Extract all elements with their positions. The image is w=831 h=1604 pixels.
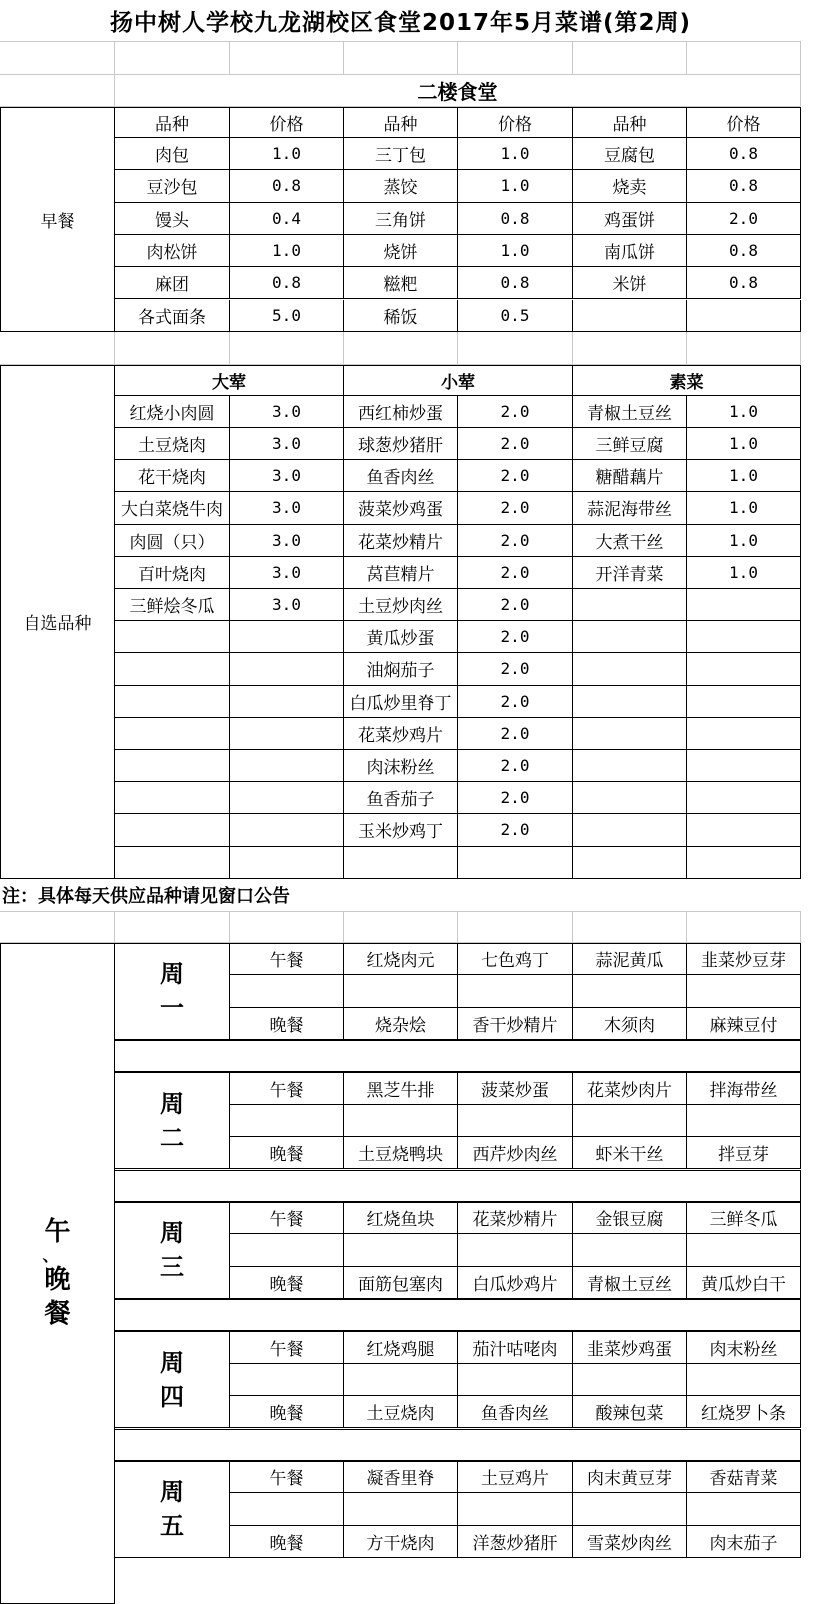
price-cell bbox=[687, 814, 801, 846]
item-cell: 糍粑 bbox=[344, 267, 458, 299]
item-cell bbox=[573, 589, 687, 621]
price-cell: 2.0 bbox=[458, 653, 573, 685]
empty-cell bbox=[344, 1105, 458, 1137]
lunch-dish: 茄汁咕咾肉 bbox=[458, 1331, 573, 1363]
empty-cell bbox=[687, 42, 801, 75]
empty-cell bbox=[230, 332, 344, 365]
item-cell: 馒头 bbox=[115, 203, 230, 235]
item-cell: 鱼香茄子 bbox=[344, 782, 458, 814]
price-cell: 1.0 bbox=[458, 138, 573, 170]
breakfast-label: 早餐 bbox=[0, 107, 115, 332]
item-cell: 烧饼 bbox=[344, 235, 458, 267]
lunch-dish: 花菜炒肉片 bbox=[573, 1072, 687, 1104]
item-cell: 南瓜饼 bbox=[573, 235, 687, 267]
price-cell: 1.0 bbox=[687, 396, 801, 428]
item-cell: 米饼 bbox=[573, 267, 687, 299]
dinner-dish: 土豆烧肉 bbox=[344, 1396, 458, 1428]
day-separator bbox=[115, 1170, 801, 1202]
item-cell: 西红柿炒蛋 bbox=[344, 396, 458, 428]
empty-cell bbox=[230, 1234, 344, 1266]
lunch-dish: 三鲜冬瓜 bbox=[687, 1202, 801, 1234]
item-cell bbox=[115, 814, 230, 846]
item-cell: 大煮干丝 bbox=[573, 525, 687, 557]
item-cell: 三丁包 bbox=[344, 138, 458, 170]
price-cell: 2.0 bbox=[458, 589, 573, 621]
dinner-dish: 雪菜炒肉丝 bbox=[573, 1526, 687, 1558]
item-cell bbox=[573, 686, 687, 718]
empty-cell bbox=[230, 975, 344, 1007]
empty-cell bbox=[230, 912, 344, 943]
empty-cell bbox=[344, 1493, 458, 1525]
item-cell: 莴苣精片 bbox=[344, 557, 458, 589]
empty-cell bbox=[458, 1493, 573, 1525]
empty-cell bbox=[687, 332, 801, 365]
price-cell: 2.0 bbox=[458, 621, 573, 653]
day-char: 周 bbox=[160, 1219, 184, 1248]
empty-cell bbox=[458, 1234, 573, 1266]
empty-cell bbox=[115, 42, 230, 75]
price-cell: 2.0 bbox=[458, 750, 573, 782]
category-header: 素菜 bbox=[573, 365, 801, 396]
price-cell: 0.8 bbox=[687, 170, 801, 202]
item-cell bbox=[573, 750, 687, 782]
empty-cell bbox=[573, 42, 687, 75]
item-cell: 红烧小肉圆 bbox=[115, 396, 230, 428]
dinner-dish: 黄瓜炒白干 bbox=[687, 1267, 801, 1299]
item-cell bbox=[573, 847, 687, 879]
empty-cell bbox=[0, 75, 115, 107]
price-cell bbox=[230, 653, 344, 685]
price-cell bbox=[687, 782, 801, 814]
empty-cell bbox=[573, 1493, 687, 1525]
price-cell: 1.0 bbox=[687, 525, 801, 557]
price-cell: 1.0 bbox=[230, 138, 344, 170]
empty-cell bbox=[344, 975, 458, 1007]
day-separator bbox=[115, 1429, 801, 1461]
price-cell: 0.8 bbox=[687, 138, 801, 170]
item-cell bbox=[573, 300, 687, 332]
section-title: 二楼食堂 bbox=[115, 75, 801, 107]
item-cell bbox=[115, 653, 230, 685]
empty-cell bbox=[344, 332, 458, 365]
empty-cell bbox=[573, 1364, 687, 1396]
empty-cell bbox=[687, 1105, 801, 1137]
optional-label: 自选品种 bbox=[0, 365, 115, 879]
item-cell: 菠菜炒鸡蛋 bbox=[344, 492, 458, 524]
item-cell bbox=[115, 847, 230, 879]
empty-cell bbox=[458, 1364, 573, 1396]
item-cell: 油焖茄子 bbox=[344, 653, 458, 685]
price-cell: 2.0 bbox=[458, 814, 573, 846]
item-cell: 青椒土豆丝 bbox=[573, 396, 687, 428]
item-cell: 土豆炒肉丝 bbox=[344, 589, 458, 621]
empty-cell bbox=[687, 975, 801, 1007]
lunch-dish: 韭菜炒豆芽 bbox=[687, 943, 801, 975]
day-char: 周 bbox=[160, 960, 184, 989]
empty-cell bbox=[573, 975, 687, 1007]
empty-cell bbox=[573, 912, 687, 943]
price-cell: 0.8 bbox=[687, 267, 801, 299]
dinner-label: 晚餐 bbox=[230, 1396, 344, 1428]
breakfast-header: 品种 bbox=[344, 107, 458, 138]
price-cell: 1.0 bbox=[687, 460, 801, 492]
dinner-dish: 鱼香肉丝 bbox=[458, 1396, 573, 1428]
item-cell: 开洋青菜 bbox=[573, 557, 687, 589]
item-cell bbox=[115, 782, 230, 814]
price-cell: 2.0 bbox=[458, 686, 573, 718]
price-cell: 2.0 bbox=[458, 460, 573, 492]
day-label bbox=[115, 1331, 230, 1428]
item-cell: 花干烧肉 bbox=[115, 460, 230, 492]
price-cell: 5.0 bbox=[230, 300, 344, 332]
empty-cell bbox=[0, 42, 115, 75]
breakfast-header: 价格 bbox=[687, 107, 801, 138]
price-cell: 3.0 bbox=[230, 428, 344, 460]
dinner-label: 晚餐 bbox=[230, 1137, 344, 1169]
empty-cell bbox=[458, 42, 573, 75]
note-text: 注：具体每天供应品种请见窗口公告 bbox=[0, 879, 801, 912]
empty-cell bbox=[115, 912, 230, 943]
item-cell: 肉圆（只） bbox=[115, 525, 230, 557]
lunch-label: 午餐 bbox=[230, 1202, 344, 1234]
empty-cell bbox=[458, 332, 573, 365]
lunch-label: 午餐 bbox=[230, 1461, 344, 1493]
price-cell: 3.0 bbox=[230, 396, 344, 428]
item-cell bbox=[344, 847, 458, 879]
item-cell: 肉包 bbox=[115, 138, 230, 170]
dinner-dish: 烧杂烩 bbox=[344, 1008, 458, 1040]
day-char: 四 bbox=[160, 1382, 184, 1411]
item-cell: 玉米炒鸡丁 bbox=[344, 814, 458, 846]
day-char: 一 bbox=[160, 994, 184, 1023]
price-cell bbox=[230, 814, 344, 846]
dinner-dish: 虾米干丝 bbox=[573, 1137, 687, 1169]
lunch-dish: 金银豆腐 bbox=[573, 1202, 687, 1234]
dinner-dish: 拌豆芽 bbox=[687, 1137, 801, 1169]
price-cell: 2.0 bbox=[458, 396, 573, 428]
dinner-label: 晚餐 bbox=[230, 1008, 344, 1040]
price-cell bbox=[230, 750, 344, 782]
day-char: 五 bbox=[160, 1512, 184, 1541]
price-cell: 1.0 bbox=[458, 235, 573, 267]
empty-cell bbox=[230, 1364, 344, 1396]
dinner-label: 晚餐 bbox=[230, 1267, 344, 1299]
lunch-dish: 韭菜炒鸡蛋 bbox=[573, 1331, 687, 1363]
item-cell: 土豆烧肉 bbox=[115, 428, 230, 460]
item-cell: 黄瓜炒蛋 bbox=[344, 621, 458, 653]
lunch-dish: 凝香里脊 bbox=[344, 1461, 458, 1493]
lunch-dish: 红烧鱼块 bbox=[344, 1202, 458, 1234]
item-cell bbox=[115, 750, 230, 782]
item-cell: 大白菜烧牛肉 bbox=[115, 492, 230, 524]
empty-cell bbox=[458, 1105, 573, 1137]
breakfast-header: 价格 bbox=[230, 107, 344, 138]
lunch-dish: 七色鸡丁 bbox=[458, 943, 573, 975]
price-cell: 2.0 bbox=[687, 203, 801, 235]
item-cell: 三鲜豆腐 bbox=[573, 428, 687, 460]
empty-cell bbox=[0, 912, 115, 943]
empty-cell bbox=[687, 912, 801, 943]
price-cell: 1.0 bbox=[687, 428, 801, 460]
price-cell bbox=[458, 847, 573, 879]
lunch-dish: 肉末黄豆芽 bbox=[573, 1461, 687, 1493]
menu-title: 扬中树人学校九龙湖校区食堂2017年5月菜谱(第2周) bbox=[0, 0, 801, 42]
dinner-dish: 白瓜炒鸡片 bbox=[458, 1267, 573, 1299]
price-cell: 2.0 bbox=[458, 557, 573, 589]
price-cell: 0.8 bbox=[230, 267, 344, 299]
price-cell: 0.8 bbox=[458, 203, 573, 235]
dinner-dish: 麻辣豆付 bbox=[687, 1008, 801, 1040]
lunch-dish: 肉末粉丝 bbox=[687, 1331, 801, 1363]
meal-period-label bbox=[0, 943, 115, 1604]
empty-cell bbox=[458, 975, 573, 1007]
dinner-dish: 面筋包塞肉 bbox=[344, 1267, 458, 1299]
item-cell: 白瓜炒里脊丁 bbox=[344, 686, 458, 718]
item-cell: 肉沫粉丝 bbox=[344, 750, 458, 782]
dinner-dish: 肉末茄子 bbox=[687, 1526, 801, 1558]
category-header: 小荤 bbox=[344, 365, 573, 396]
price-cell: 2.0 bbox=[458, 718, 573, 750]
price-cell: 1.0 bbox=[230, 235, 344, 267]
price-cell: 2.0 bbox=[458, 492, 573, 524]
price-cell bbox=[230, 847, 344, 879]
price-cell: 0.8 bbox=[687, 235, 801, 267]
dinner-dish: 木须肉 bbox=[573, 1008, 687, 1040]
item-cell bbox=[573, 782, 687, 814]
day-separator bbox=[115, 1299, 801, 1331]
item-cell: 糖醋藕片 bbox=[573, 460, 687, 492]
day-label bbox=[115, 1202, 230, 1299]
price-cell bbox=[230, 686, 344, 718]
day-label bbox=[115, 943, 230, 1040]
dinner-label: 晚餐 bbox=[230, 1526, 344, 1558]
lunch-dish: 拌海带丝 bbox=[687, 1072, 801, 1104]
category-header: 大荤 bbox=[115, 365, 344, 396]
price-cell: 3.0 bbox=[230, 460, 344, 492]
empty-cell bbox=[687, 1493, 801, 1525]
price-cell bbox=[687, 718, 801, 750]
day-char: 周 bbox=[160, 1348, 184, 1377]
dinner-dish: 土豆烧鸭块 bbox=[344, 1137, 458, 1169]
item-cell: 三鲜烩冬瓜 bbox=[115, 589, 230, 621]
lunch-dish: 土豆鸡片 bbox=[458, 1461, 573, 1493]
item-cell: 肉松饼 bbox=[115, 235, 230, 267]
dinner-dish: 方干烧肉 bbox=[344, 1526, 458, 1558]
day-label bbox=[115, 1072, 230, 1169]
lunch-label: 午餐 bbox=[230, 1072, 344, 1104]
meal-period-char: 、 bbox=[42, 1246, 59, 1266]
price-cell: 1.0 bbox=[687, 492, 801, 524]
item-cell bbox=[573, 653, 687, 685]
item-cell: 三角饼 bbox=[344, 203, 458, 235]
empty-cell bbox=[687, 1234, 801, 1266]
item-cell: 烧卖 bbox=[573, 170, 687, 202]
dinner-dish: 红烧罗卜条 bbox=[687, 1396, 801, 1428]
dinner-dish: 青椒土豆丝 bbox=[573, 1267, 687, 1299]
lunch-label: 午餐 bbox=[230, 943, 344, 975]
empty-cell bbox=[230, 42, 344, 75]
price-cell bbox=[687, 686, 801, 718]
price-cell: 0.8 bbox=[458, 267, 573, 299]
lunch-dish: 红烧肉元 bbox=[344, 943, 458, 975]
empty-cell bbox=[344, 912, 458, 943]
breakfast-header: 品种 bbox=[115, 107, 230, 138]
item-cell: 花菜炒精片 bbox=[344, 525, 458, 557]
empty-cell bbox=[573, 1105, 687, 1137]
empty-cell bbox=[344, 1234, 458, 1266]
item-cell: 麻团 bbox=[115, 267, 230, 299]
item-cell: 百叶烧肉 bbox=[115, 557, 230, 589]
price-cell: 2.0 bbox=[458, 782, 573, 814]
lunch-dish: 香菇青菜 bbox=[687, 1461, 801, 1493]
price-cell bbox=[687, 621, 801, 653]
price-cell: 0.4 bbox=[230, 203, 344, 235]
day-label bbox=[115, 1461, 230, 1558]
item-cell: 各式面条 bbox=[115, 300, 230, 332]
price-cell: 2.0 bbox=[458, 428, 573, 460]
item-cell bbox=[573, 718, 687, 750]
day-char: 周 bbox=[160, 1478, 184, 1507]
meal-period-char: 餐 bbox=[44, 1299, 71, 1330]
item-cell: 鱼香肉丝 bbox=[344, 460, 458, 492]
empty-cell bbox=[458, 912, 573, 943]
item-cell bbox=[115, 621, 230, 653]
item-cell: 花菜炒鸡片 bbox=[344, 718, 458, 750]
empty-cell bbox=[687, 1364, 801, 1396]
price-cell bbox=[230, 782, 344, 814]
lunch-dish: 红烧鸡腿 bbox=[344, 1331, 458, 1363]
lunch-dish: 菠菜炒蛋 bbox=[458, 1072, 573, 1104]
price-cell: 1.0 bbox=[458, 170, 573, 202]
item-cell bbox=[573, 621, 687, 653]
price-cell bbox=[687, 653, 801, 685]
meal-period-char: 晚 bbox=[44, 1265, 71, 1296]
empty-cell bbox=[344, 42, 458, 75]
item-cell: 蒸饺 bbox=[344, 170, 458, 202]
price-cell: 1.0 bbox=[687, 557, 801, 589]
empty-cell bbox=[230, 1493, 344, 1525]
dinner-dish: 酸辣包菜 bbox=[573, 1396, 687, 1428]
item-cell: 蒜泥海带丝 bbox=[573, 492, 687, 524]
empty-cell bbox=[344, 1364, 458, 1396]
price-cell bbox=[687, 589, 801, 621]
dinner-dish: 香干炒精片 bbox=[458, 1008, 573, 1040]
empty-cell bbox=[230, 1105, 344, 1137]
price-cell: 0.8 bbox=[230, 170, 344, 202]
price-cell: 3.0 bbox=[230, 557, 344, 589]
lunch-dish: 黑芝牛排 bbox=[344, 1072, 458, 1104]
item-cell: 豆腐包 bbox=[573, 138, 687, 170]
price-cell: 0.5 bbox=[458, 300, 573, 332]
price-cell bbox=[687, 750, 801, 782]
day-separator bbox=[115, 1040, 801, 1072]
price-cell bbox=[230, 621, 344, 653]
item-cell: 稀饭 bbox=[344, 300, 458, 332]
price-cell bbox=[687, 847, 801, 879]
empty-cell bbox=[0, 332, 115, 365]
price-cell: 3.0 bbox=[230, 525, 344, 557]
price-cell: 3.0 bbox=[230, 492, 344, 524]
meal-period-char: 午 bbox=[44, 1217, 71, 1248]
price-cell: 3.0 bbox=[230, 589, 344, 621]
item-cell: 球葱炒猪肝 bbox=[344, 428, 458, 460]
empty-cell bbox=[115, 332, 230, 365]
item-cell bbox=[115, 686, 230, 718]
dinner-dish: 西芹炒肉丝 bbox=[458, 1137, 573, 1169]
price-cell bbox=[687, 300, 801, 332]
lunch-dish: 花菜炒精片 bbox=[458, 1202, 573, 1234]
day-char: 周 bbox=[160, 1089, 184, 1118]
price-cell bbox=[230, 718, 344, 750]
breakfast-header: 品种 bbox=[573, 107, 687, 138]
item-cell: 鸡蛋饼 bbox=[573, 203, 687, 235]
lunch-label: 午餐 bbox=[230, 1331, 344, 1363]
dinner-dish: 洋葱炒猪肝 bbox=[458, 1526, 573, 1558]
item-cell bbox=[115, 718, 230, 750]
item-cell: 豆沙包 bbox=[115, 170, 230, 202]
empty-cell bbox=[573, 1234, 687, 1266]
lunch-dish: 蒜泥黄瓜 bbox=[573, 943, 687, 975]
day-char: 二 bbox=[160, 1123, 184, 1152]
price-cell: 2.0 bbox=[458, 525, 573, 557]
empty-cell bbox=[573, 332, 687, 365]
day-char: 三 bbox=[160, 1253, 184, 1282]
item-cell bbox=[573, 814, 687, 846]
breakfast-header: 价格 bbox=[458, 107, 573, 138]
